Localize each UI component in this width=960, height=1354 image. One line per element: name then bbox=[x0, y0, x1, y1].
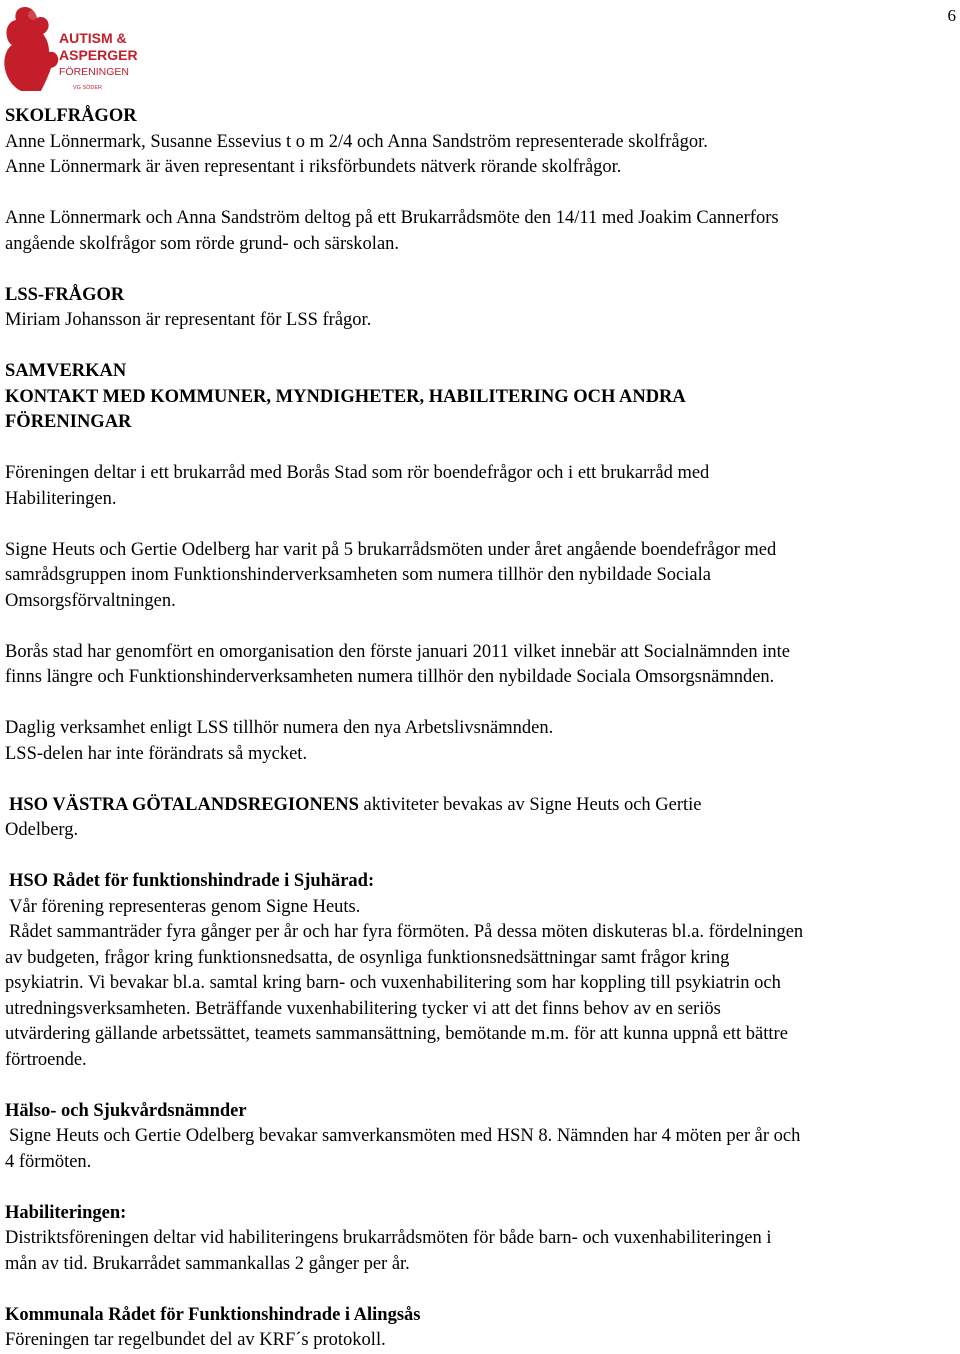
halso-line1: Signe Heuts och Gertie Odelberg bevakar samverkansmöten med HSN 8. Nämnden har 4 möten per år och bbox=[9, 1126, 801, 1146]
hso-sjuharad-line3: av budgeten, frågor kring funktionsnedsatta, de osynliga funktionsnedsättningar samt frågor kring bbox=[5, 947, 730, 968]
samverkan-p2-line3: Omsorgsförvaltningen. bbox=[5, 590, 176, 611]
habilitering-heading: Habiliteringen: bbox=[5, 1202, 127, 1223]
hso-sjuharad-line6: utvärdering gällande arbetssättet, teamets sammansättning, bemötande m.m. för att kunna uppnå ett bättre bbox=[5, 1024, 788, 1044]
habilitering-line1: Distriktsföreningen deltar vid habiliteringens brukarrådsmöten för både barn- och vuxenhabiliteringen i bbox=[5, 1228, 772, 1248]
logo-line2: ASPERGER bbox=[59, 47, 138, 63]
samverkan-p3-line1: Borås stad har genomfört en omorganisation den förste januari 2011 vilket innebär att Socialnämnden inte bbox=[5, 641, 791, 662]
logo-line4: VG SÖDER bbox=[73, 85, 103, 91]
habilitering-line2: mån av tid. Brukarrådet sammankallas 2 gånger per år. bbox=[5, 1253, 410, 1274]
page-number: 6 bbox=[947, 6, 956, 25]
skol-line2: Anne Lönnermark är även representant i riksförbundets nätverk rörande skolfrågor. bbox=[5, 157, 622, 177]
samverkan-p3-line2: finns längre och Funktionshinderverksamheten numera tillhör den nybildade Sociala Omsorgsnämnden. bbox=[5, 667, 775, 687]
lss-heading: LSS-FRÅGOR bbox=[5, 284, 125, 305]
hso-sjuharad-line7: förtroende. bbox=[5, 1049, 87, 1070]
organization-logo bbox=[3, 5, 138, 93]
krf-heading: Kommunala Rådet för Funktionshindrade i Alingsås bbox=[5, 1304, 421, 1325]
krf-line1: Föreningen tar regelbundet del av KRF´s protokoll. bbox=[5, 1330, 386, 1350]
hso-sjuharad-line4: psykiatrin. Vi bevakar bl.a. samtal kring barn- och vuxenhabilitering som har koppling till psykiatrin och bbox=[5, 973, 781, 993]
samverkan-heading: SAMVERKAN bbox=[5, 361, 127, 381]
samverkan-p1-line1: Föreningen deltar i ett brukarråd med Borås Stad som rör boendefrågor och i ett brukarråd med bbox=[5, 463, 710, 483]
hso-sjuharad-line2: Rådet sammanträder fyra gånger per år och har fyra förmöten. På dessa möten diskuteras bl.a. fördelningen bbox=[9, 922, 804, 942]
document-body bbox=[5, 104, 957, 1354]
hso-vg-text: aktiviteter bevakas av Signe Heuts och Gertie bbox=[358, 794, 702, 815]
samverkan-p1-line2: Habiliteringen. bbox=[5, 488, 117, 509]
skol-line1: Anne Lönnermark, Susanne Essevius t o m 2/4 och Anna Sandström representerade skolfrågor. bbox=[5, 131, 708, 152]
puzzle-person-icon bbox=[3, 5, 138, 93]
skolfragor-heading: SKOLFRÅGOR bbox=[5, 106, 137, 126]
halso-line2: 4 förmöten. bbox=[5, 1151, 92, 1172]
skol-para2-line1: Anne Lönnermark och Anna Sandström deltog på ett Brukarrådsmöte den 14/11 med Joakim Cannerfors bbox=[5, 208, 779, 228]
skol-para2-line2: angående skolfrågor som rörde grund- och särskolan. bbox=[5, 233, 400, 254]
hso-vg-heading: HSO VÄSTRA GÖTALANDSREGIONENS bbox=[9, 794, 359, 815]
hso-sjuharad-line1: Vår förening representeras genom Signe Heuts. bbox=[9, 896, 361, 917]
hso-vg-line2: Odelberg. bbox=[5, 820, 79, 840]
logo-line3: FÖRENINGEN bbox=[59, 66, 130, 78]
halso-heading: Hälso- och Sjukvårdsnämnder bbox=[5, 1100, 247, 1121]
samverkan-subheading-line1: KONTAKT MED KOMMUNER, MYNDIGHETER, HABILITERING OCH ANDRA bbox=[5, 386, 686, 407]
hso-sjuharad-heading: HSO Rådet för funktionshindrade i Sjuhärad: bbox=[9, 871, 375, 891]
lss-line1: Miriam Johansson är representant för LSS frågor. bbox=[5, 310, 372, 330]
samverkan-subheading-line2: FÖRENINGAR bbox=[5, 412, 132, 432]
logo-line1: AUTISM & bbox=[59, 30, 127, 46]
hso-sjuharad-line5: utredningsverksamheten. Beträffande vuxenhabilitering tycker vi att det finns behov av en seriös bbox=[5, 998, 721, 1019]
samverkan-p4-line1: Daglig verksamhet enligt LSS tillhör numera den nya Arbetslivsnämnden. bbox=[5, 718, 554, 738]
samverkan-p2-line1: Signe Heuts och Gertie Odelberg har varit på 5 brukarrådsmöten under året angående boendefrågor med bbox=[5, 539, 777, 560]
samverkan-p2-line2: samrådsgruppen inom Funktionshinderverksamheten som numera tillhör den nybildade Sociala bbox=[5, 565, 711, 585]
samverkan-p4-line2: LSS-delen har inte förändrats så mycket. bbox=[5, 743, 308, 764]
